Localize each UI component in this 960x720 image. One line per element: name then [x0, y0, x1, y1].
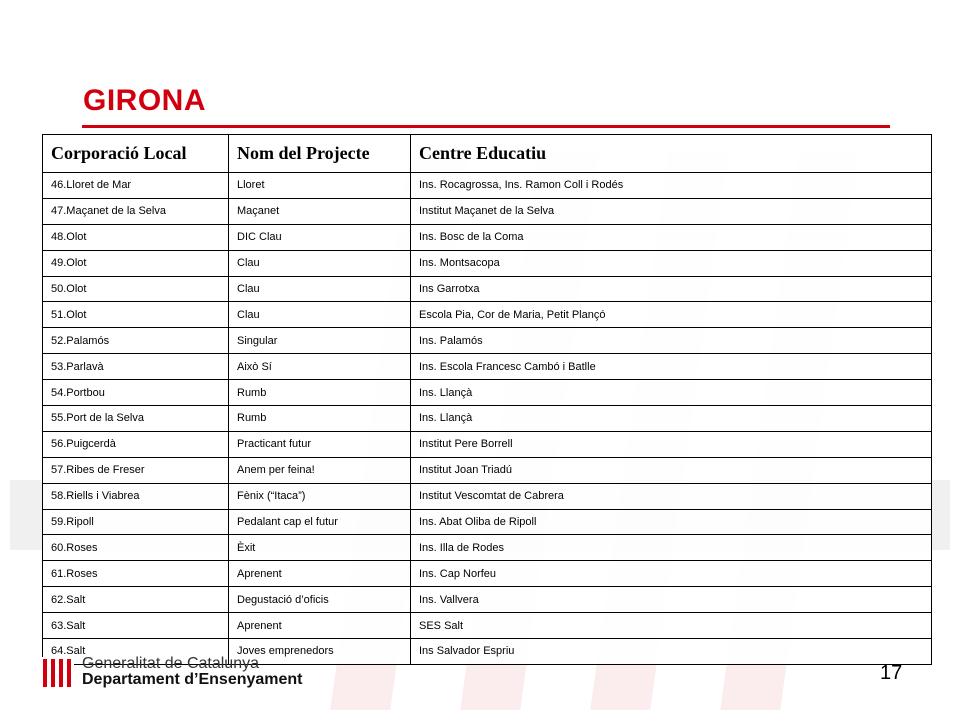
- cell-corporacio: 64.Salt: [43, 639, 229, 665]
- cell-corporacio: 60.Roses: [43, 535, 229, 561]
- table-row: [43, 380, 932, 406]
- cell-corporacio: 61.Roses: [43, 561, 229, 587]
- cell-corporacio: 63.Salt: [43, 613, 229, 639]
- cell-centre: Institut Joan Triadú: [411, 457, 932, 483]
- table-row: [43, 509, 932, 535]
- title-underline: [82, 125, 890, 128]
- cell-centre: Ins. Bosc de la Coma: [411, 224, 932, 250]
- cell-centre: Ins. Abat Oliba de Ripoll: [411, 509, 932, 535]
- logo-line-generalitat: Generalitat de Catalunya: [82, 655, 259, 672]
- cell-projecte: Aprenent: [229, 561, 411, 587]
- cell-centre: Ins. Montsacopa: [411, 250, 932, 276]
- cell-corporacio: 46.Lloret de Mar: [43, 173, 229, 199]
- cell-corporacio: 50.Olot: [43, 276, 229, 302]
- generalitat-logo: [40, 655, 303, 691]
- table-row: [43, 173, 932, 199]
- catalonia-flag-icon: [40, 657, 74, 689]
- cell-projecte: Practicant futur: [229, 431, 411, 457]
- cell-projecte: Clau: [229, 302, 411, 328]
- column-header-corporacio: Corporació Local: [43, 135, 229, 173]
- cell-projecte: DIC Clau: [229, 224, 411, 250]
- table-row: [43, 561, 932, 587]
- cell-corporacio: 47.Maçanet de la Selva: [43, 198, 229, 224]
- cell-centre: Escola Pia, Cor de Maria, Petit Plançó: [411, 302, 932, 328]
- table-header-row: [43, 135, 932, 173]
- cell-centre: Ins. Vallvera: [411, 587, 932, 613]
- cell-projecte: Rumb: [229, 380, 411, 406]
- cell-projecte: Joves emprenedors: [229, 639, 411, 665]
- cell-centre: Ins. Llançà: [411, 380, 932, 406]
- cell-projecte: Això Sí: [229, 354, 411, 380]
- table-row: [43, 198, 932, 224]
- cell-corporacio: 56.Puigcerdà: [43, 431, 229, 457]
- cell-corporacio: 57.Ribes de Freser: [43, 457, 229, 483]
- table-row: [43, 302, 932, 328]
- cell-centre: Ins. Llançà: [411, 406, 932, 432]
- cell-corporacio: 55.Port de la Selva: [43, 406, 229, 432]
- column-header-centre: Centre Educatiu: [411, 135, 932, 173]
- cell-corporacio: 52.Palamós: [43, 328, 229, 354]
- cell-centre: Institut Vescomtat de Cabrera: [411, 483, 932, 509]
- table-row: [43, 483, 932, 509]
- cell-projecte: Fènix (“Itaca”): [229, 483, 411, 509]
- cell-projecte: Clau: [229, 250, 411, 276]
- cell-centre: Ins. Cap Norfeu: [411, 561, 932, 587]
- table-row: [43, 431, 932, 457]
- cell-corporacio: 59.Ripoll: [43, 509, 229, 535]
- cell-projecte: Aprenent: [229, 613, 411, 639]
- cell-centre: Ins Garrotxa: [411, 276, 932, 302]
- cell-centre: Institut Maçanet de la Selva: [411, 198, 932, 224]
- table-row: [43, 587, 932, 613]
- table-row: [43, 354, 932, 380]
- cell-centre: Ins. Rocagrossa, Ins. Ramon Coll i Rodés: [411, 173, 932, 199]
- cell-centre: Ins. Illa de Rodes: [411, 535, 932, 561]
- cell-projecte: Pedalant cap el futur: [229, 509, 411, 535]
- cell-corporacio: 51.Olot: [43, 302, 229, 328]
- cell-centre: Institut Pere Borrell: [411, 431, 932, 457]
- page-title: GIRONA: [83, 84, 206, 117]
- cell-projecte: Anem per feina!: [229, 457, 411, 483]
- cell-corporacio: 48.Olot: [43, 224, 229, 250]
- cell-centre: Ins Salvador Espriu: [411, 639, 932, 665]
- cell-corporacio: 58.Riells i Viabrea: [43, 483, 229, 509]
- cell-projecte: Singular: [229, 328, 411, 354]
- table-row: [43, 535, 932, 561]
- cell-centre: Ins. Escola Francesc Cambó i Batlle: [411, 354, 932, 380]
- cell-centre: Ins. Palamós: [411, 328, 932, 354]
- table-row: [43, 457, 932, 483]
- table-row: [43, 224, 932, 250]
- logo-line-departament: Departament d’Ensenyament: [82, 671, 303, 688]
- cell-corporacio: 53.Parlavà: [43, 354, 229, 380]
- table-row: [43, 276, 932, 302]
- cell-projecte: Èxit: [229, 535, 411, 561]
- cell-projecte: Clau: [229, 276, 411, 302]
- table-row: [43, 406, 932, 432]
- cell-projecte: Maçanet: [229, 198, 411, 224]
- cell-projecte: Degustació d’oficis: [229, 587, 411, 613]
- column-header-projecte: Nom del Projecte: [229, 135, 411, 173]
- projects-table: [42, 134, 932, 665]
- cell-projecte: Rumb: [229, 406, 411, 432]
- cell-centre: SES Salt: [411, 613, 932, 639]
- table-row: [43, 613, 932, 639]
- cell-corporacio: 54.Portbou: [43, 380, 229, 406]
- page-number: 17: [880, 662, 903, 684]
- cell-corporacio: 62.Salt: [43, 587, 229, 613]
- table-row: [43, 250, 932, 276]
- cell-corporacio: 49.Olot: [43, 250, 229, 276]
- cell-projecte: Lloret: [229, 173, 411, 199]
- table-row: [43, 328, 932, 354]
